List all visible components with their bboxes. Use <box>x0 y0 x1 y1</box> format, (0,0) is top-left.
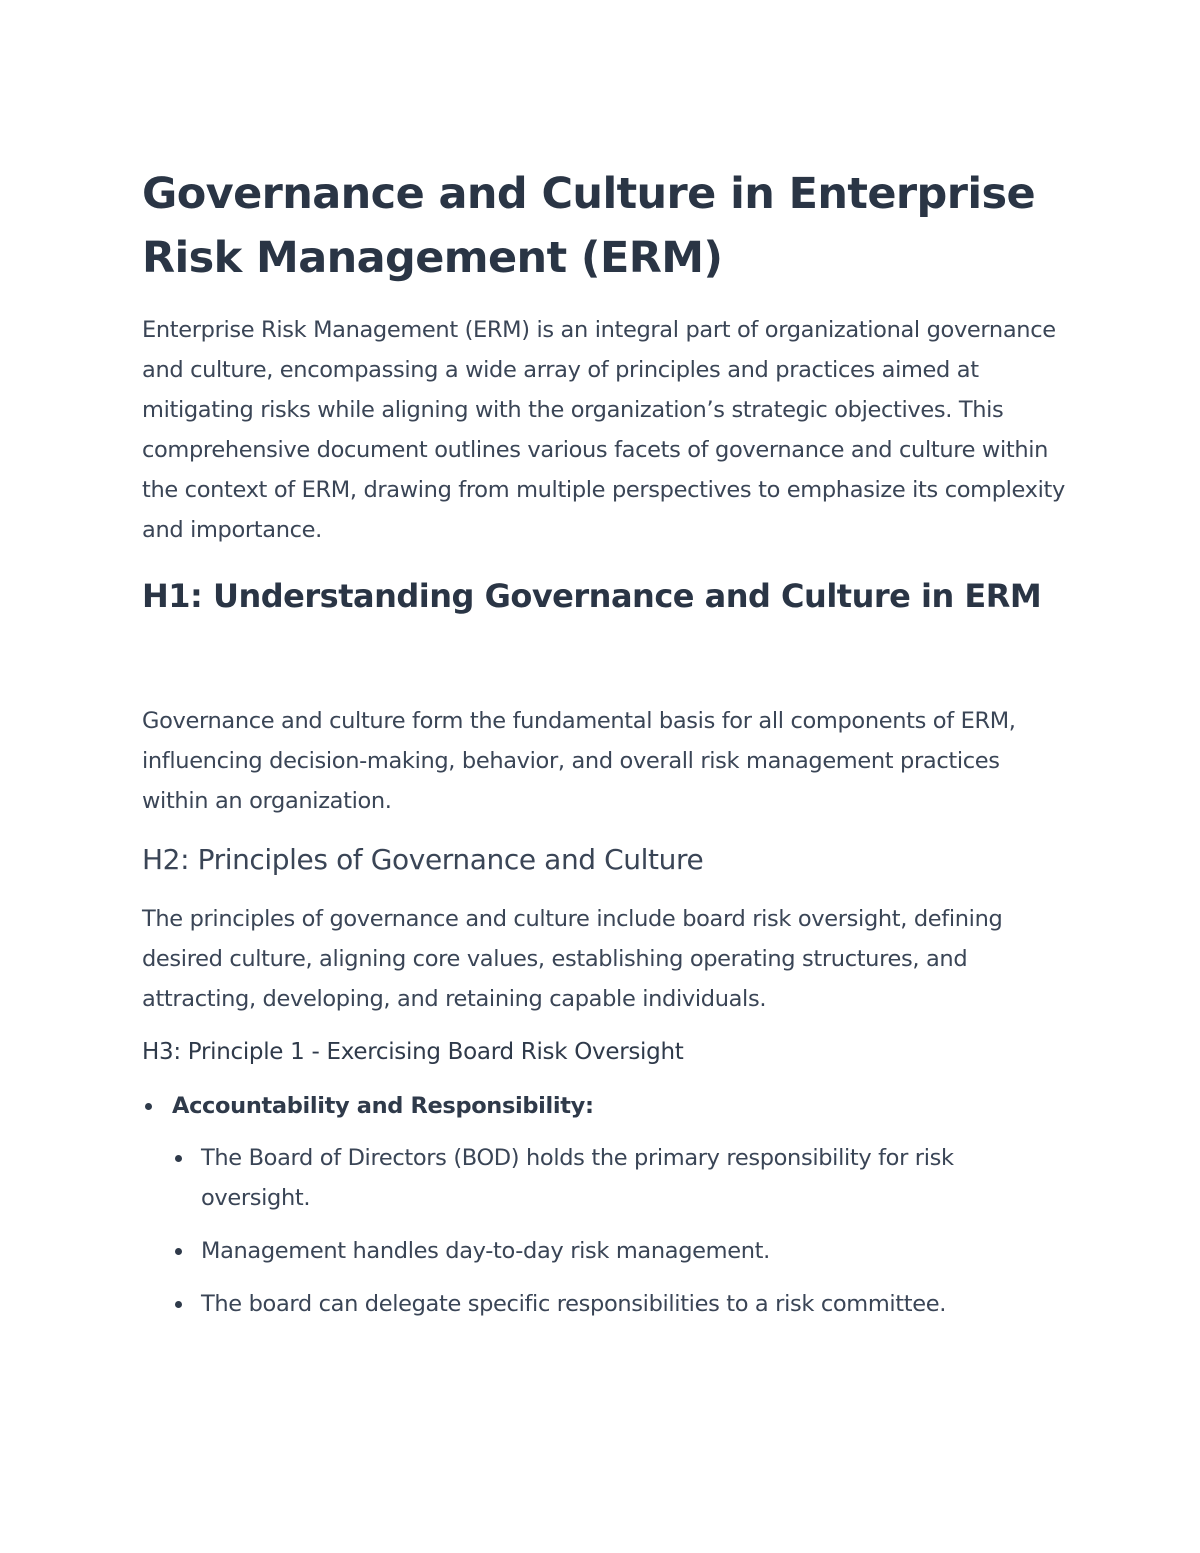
nested-bullet-list <box>172 1138 1067 1324</box>
nested-list-item-text: Management handles day-to-day risk management. <box>201 1238 770 1264</box>
nested-list-item <box>172 1138 1061 1218</box>
bullet-list <box>142 1086 1067 1337</box>
nested-list-item-text: The board can delegate specific responsibilities to a risk committee. <box>201 1291 947 1317</box>
section-heading-h3: H3: Principle 1 - Exercising Board Risk Oversight <box>142 1039 684 1065</box>
intro-paragraph: Enterprise Risk Management (ERM) is an integral part of organizational governance and culture, encompassing a wide array of principles and practices aimed at mitigating risks while aligning with the organization’s strategic objectives. This comprehensive document outlines various facets of governance and culture within the context of ERM, drawing from multiple perspectives to emphasize its complexity and importance. <box>142 317 1065 543</box>
section-heading-h2: H2: Principles of Governance and Culture <box>142 843 704 876</box>
document-title: Governance and Culture in Enterprise Risk Management (ERM) <box>142 169 1036 283</box>
nested-list-item-text: The Board of Directors (BOD) holds the primary responsibility for risk oversight. <box>201 1145 954 1211</box>
list-item <box>142 1086 1067 1324</box>
bullet-icon <box>175 1248 182 1255</box>
section-heading-h1: H1: Understanding Governance and Culture in ERM <box>142 577 1042 615</box>
nested-list-item <box>172 1231 1061 1271</box>
bullet-icon <box>175 1301 182 1308</box>
nested-list-item <box>172 1284 1061 1324</box>
section-body-h1: Governance and culture form the fundamental basis for all components of ERM, influencing decision-making, behavior, and overall risk management practices within an organization. <box>142 708 1016 814</box>
list-item-label: Accountability and Responsibility: <box>172 1093 594 1119</box>
bullet-icon <box>175 1155 182 1162</box>
section-body-h2: The principles of governance and culture include board risk oversight, defining desired culture, aligning core values, establishing operating structures, and attracting, developing, and retaining capable individuals. <box>142 906 1003 1012</box>
bullet-icon <box>145 1103 152 1110</box>
